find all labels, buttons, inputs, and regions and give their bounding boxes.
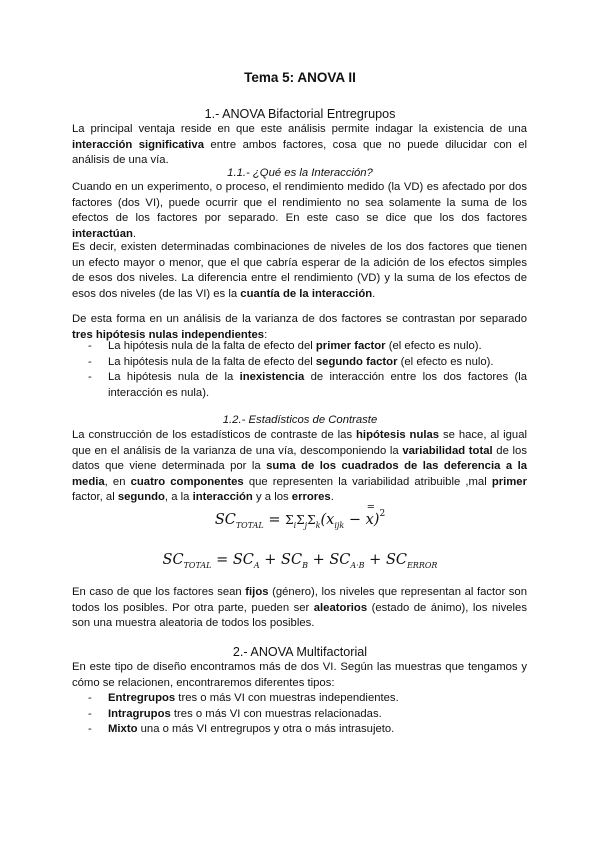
bold-term: aleatorios bbox=[313, 601, 368, 614]
text: factor, al bbox=[72, 491, 118, 504]
text: . bbox=[132, 227, 137, 240]
text: (el efecto es nulo). bbox=[385, 340, 482, 352]
bullet-dash: - bbox=[88, 692, 92, 704]
paragraph-intro bbox=[72, 122, 527, 169]
list-item bbox=[72, 691, 527, 707]
subscript-b: B bbox=[302, 561, 308, 570]
plus-sign: + bbox=[264, 552, 277, 568]
sc-symbol: SC bbox=[214, 512, 236, 528]
subsection-1-2-heading: 1.2.- Estadísticos de Contraste bbox=[222, 414, 378, 426]
text: : bbox=[264, 328, 268, 341]
subsection-1-1-heading: 1.1.- ¿Qué es la Interacción? bbox=[227, 167, 373, 179]
bold-term: fijos bbox=[245, 586, 269, 598]
index-k: k bbox=[315, 521, 321, 530]
text: se hace, al igual que en el análisis de la varianza de una vía, descomponiendo la bbox=[72, 429, 527, 457]
bold-term: segundo bbox=[117, 491, 165, 504]
text: , a la bbox=[164, 491, 193, 504]
list-item bbox=[72, 722, 527, 738]
text: . bbox=[372, 287, 376, 300]
bold-term: primer factor bbox=[315, 340, 386, 352]
text: (estado de ánimo), los niveles son una muestra aleatoria de todos los posibles. bbox=[72, 601, 527, 630]
list-item bbox=[72, 339, 527, 355]
sum-operators: $\Sigma_i\Sigma_j\Sigma_k$ bbox=[285, 513, 321, 530]
bold-term: inexistencia bbox=[239, 371, 305, 384]
text: Cuando en un experimento, o proceso, el rendimiento medido (la VD) es afectado por dos factores (dos VI), puede ocurrir que el rendimiento no sea solamente la suma de los efectos de los factores por separado. En este caso se dice que los dos factores bbox=[72, 181, 527, 225]
text: una o más VI entregrupos y otra o más intrasujeto. bbox=[137, 723, 395, 736]
text: La construcción de los estadísticos de contraste de las bbox=[72, 429, 357, 441]
text: que representen la variabilidad atribuible ,mal bbox=[243, 475, 492, 488]
paragraph-factor-types bbox=[72, 585, 527, 632]
bold-term: variabilidad total bbox=[402, 444, 493, 457]
text: La hipótesis nula de la bbox=[108, 371, 240, 384]
paragraph-multifactorial: En este tipo de diseño encontramos más de dos VI. Según las muestras que tengamos y cómo se relacionen, encontraremos diferentes tipos: bbox=[72, 661, 527, 689]
text: La principal ventaja reside en que este análisis permite indagar la existencia de una bbox=[72, 123, 527, 135]
paragraph-combinations bbox=[72, 240, 527, 302]
bullet-dash: - bbox=[88, 707, 92, 720]
text: entre ambos factores, cosa que no puede dilucidar con el análisis de una vía. bbox=[72, 138, 528, 167]
text: De esta forma en un análisis de la varianza de dos factores se contrastan por separado bbox=[72, 313, 527, 325]
text: La hipótesis nula de la falta de efecto del bbox=[108, 340, 316, 352]
sc-symbol: SC bbox=[162, 552, 184, 568]
text: La hipótesis nula de la falta de efecto del bbox=[108, 355, 316, 368]
bullet-dash: - bbox=[88, 371, 92, 384]
subscript-error: ERROR bbox=[406, 561, 438, 570]
bold-term: segundo factor bbox=[315, 355, 398, 368]
paren: ) bbox=[373, 512, 380, 528]
text: . bbox=[330, 491, 334, 504]
bold-term: Intragrupos bbox=[108, 707, 171, 720]
bullet-dash: - bbox=[88, 723, 92, 736]
bullet-dash: - bbox=[88, 355, 92, 368]
sc-symbol: SC bbox=[232, 552, 254, 568]
list-item bbox=[72, 370, 527, 401]
x-variable: x bbox=[326, 512, 335, 528]
list-item bbox=[72, 707, 527, 723]
sc-symbol: SC bbox=[385, 552, 407, 568]
bold-term: hipótesis nulas bbox=[356, 429, 440, 441]
subscript-ab: A·B bbox=[350, 561, 365, 570]
paren: ( bbox=[320, 512, 327, 528]
page-title: Tema 5: ANOVA II bbox=[244, 70, 356, 85]
subscript-ijk: ijk bbox=[334, 521, 345, 530]
text: En caso de que los factores sean bbox=[72, 586, 246, 598]
text: de interacción entre los dos factores (la interacción es nula). bbox=[108, 371, 527, 399]
equals-sign: = bbox=[216, 552, 229, 568]
bold-term: interacción bbox=[192, 491, 253, 504]
equals-sign: = bbox=[268, 512, 281, 528]
grand-mean-x: = x bbox=[366, 512, 374, 528]
section-2-heading: 2.- ANOVA Multifactorial bbox=[232, 645, 368, 659]
list-item bbox=[72, 355, 527, 371]
text: Es decir, existen determinadas combinaciones de niveles de los dos factores que tienen un efecto mayor o menor, que el que cabría esperar de la adición de los efectos simples de esos dos niveles. La diferencia entre el rendimiento (VD) y la suma de los efectos de esos dos niveles (de las VI) es la bbox=[72, 241, 527, 300]
sc-symbol: SC bbox=[329, 552, 351, 568]
text: (el efecto es nulo). bbox=[397, 355, 494, 368]
subscript-total: TOTAL bbox=[183, 561, 212, 570]
bold-term: suma de los cuadrados de las deferencia a la media bbox=[72, 460, 527, 488]
bold-term: cuantía de la interacción bbox=[240, 287, 373, 300]
bold-term: tres hipótesis nulas independientes bbox=[72, 328, 265, 341]
plus-sign: + bbox=[369, 552, 382, 568]
bold-term: Entregrupos bbox=[108, 692, 176, 704]
plus-sign: + bbox=[312, 552, 325, 568]
paragraph-statistics bbox=[72, 428, 527, 506]
index-j: j bbox=[304, 521, 308, 530]
design-types-list bbox=[72, 691, 527, 738]
sc-symbol: SC bbox=[281, 552, 303, 568]
formula-sc-total bbox=[0, 509, 600, 530]
minus-sign: − bbox=[348, 512, 361, 528]
text: y a los bbox=[252, 491, 292, 504]
text: tres o más VI con muestras independientes. bbox=[175, 692, 399, 704]
bold-term: interactúan bbox=[72, 227, 133, 240]
bold-term: interacción significativa bbox=[72, 138, 204, 151]
text: de los datos que viene determinada por la bbox=[72, 444, 527, 473]
paragraph-interaction bbox=[72, 180, 527, 242]
bold-term: errores bbox=[291, 491, 331, 504]
formula-sc-decomposition bbox=[0, 552, 600, 570]
index-i: i bbox=[293, 521, 297, 530]
hypotheses-list bbox=[72, 339, 527, 401]
bold-term: primer bbox=[491, 475, 527, 488]
subscript-a: A bbox=[253, 561, 260, 570]
bold-term: cuatro componentes bbox=[130, 475, 244, 488]
text: , en bbox=[104, 475, 131, 488]
subscript-total: TOTAL bbox=[235, 521, 264, 530]
text: tres o más VI con muestras relacionadas. bbox=[170, 707, 382, 720]
bullet-dash: - bbox=[88, 340, 92, 352]
text: (género), los niveles que representan al factor son todos los posibles. Por otra parte, pueden ser bbox=[72, 586, 528, 614]
superscript-2: 2 bbox=[379, 509, 386, 519]
bold-term: Mixto bbox=[108, 723, 138, 736]
section-1-heading: 1.- ANOVA Bifactorial Entregrupos bbox=[204, 107, 396, 121]
